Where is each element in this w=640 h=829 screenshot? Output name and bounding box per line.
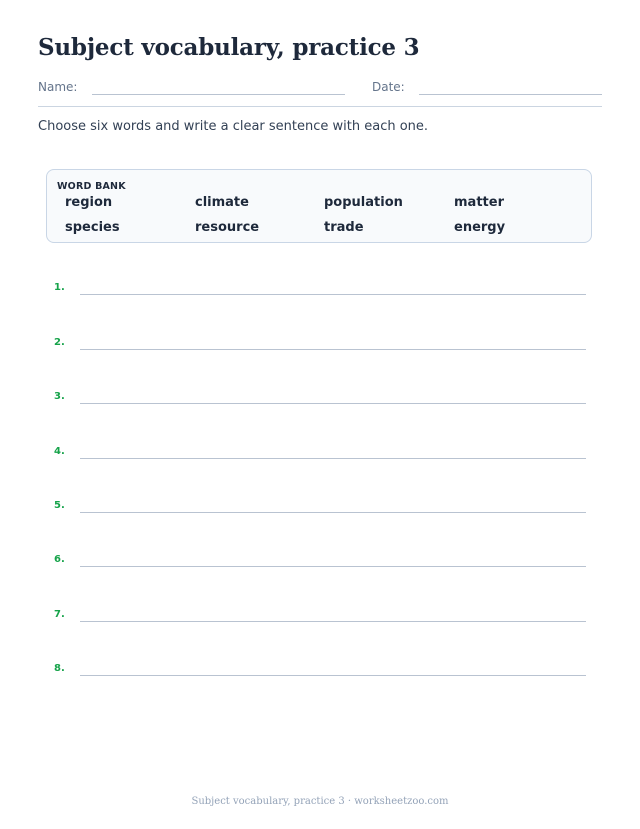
- page-footer: Subject vocabulary, practice 3 · worksheetzoo.com: [191, 796, 449, 807]
- word-bank-word: trade: [324, 220, 364, 235]
- answer-line[interactable]: [80, 512, 586, 513]
- answer-number: 6.: [54, 554, 65, 565]
- word-bank-word: region: [65, 195, 113, 210]
- answer-line[interactable]: [80, 675, 586, 676]
- answer-line[interactable]: [80, 349, 586, 350]
- answer-number: 8.: [54, 663, 65, 674]
- answer-row: [54, 609, 586, 629]
- answer-number: 2.: [54, 337, 65, 348]
- answer-line[interactable]: [80, 458, 586, 459]
- word-bank-word: population: [324, 195, 403, 210]
- answer-number: 3.: [54, 391, 65, 402]
- answer-number: 1.: [54, 282, 65, 293]
- answer-line[interactable]: [80, 403, 586, 404]
- answer-number: 7.: [54, 609, 65, 620]
- word-bank-word: resource: [195, 220, 260, 235]
- answer-row: [54, 337, 586, 357]
- answer-row: [54, 282, 586, 302]
- answer-row: [54, 554, 586, 574]
- word-bank-word: climate: [195, 195, 249, 210]
- answer-row: [54, 500, 586, 520]
- answer-line[interactable]: [80, 294, 586, 295]
- answer-line[interactable]: [80, 621, 586, 622]
- answer-row: [54, 446, 586, 466]
- word-bank-label: WORD BANK: [57, 181, 126, 192]
- worksheet-title: Subject vocabulary, practice 3: [38, 34, 420, 61]
- date-field[interactable]: [419, 94, 602, 95]
- word-bank-word: species: [65, 220, 120, 235]
- answer-line[interactable]: [80, 566, 586, 567]
- instructions: Choose six words and write a clear sentence with each one.: [38, 119, 429, 134]
- header-divider: [38, 106, 602, 107]
- answer-row: [54, 663, 586, 683]
- word-bank-word: energy: [454, 220, 506, 235]
- answer-number: 4.: [54, 446, 65, 457]
- answer-row: [54, 391, 586, 411]
- name-field[interactable]: [92, 94, 345, 95]
- word-bank: [46, 169, 592, 243]
- name-label: Name:: [38, 80, 78, 94]
- word-bank-word: matter: [454, 195, 504, 210]
- date-label: Date:: [372, 80, 405, 94]
- answer-number: 5.: [54, 500, 65, 511]
- name-date-row: [38, 80, 602, 102]
